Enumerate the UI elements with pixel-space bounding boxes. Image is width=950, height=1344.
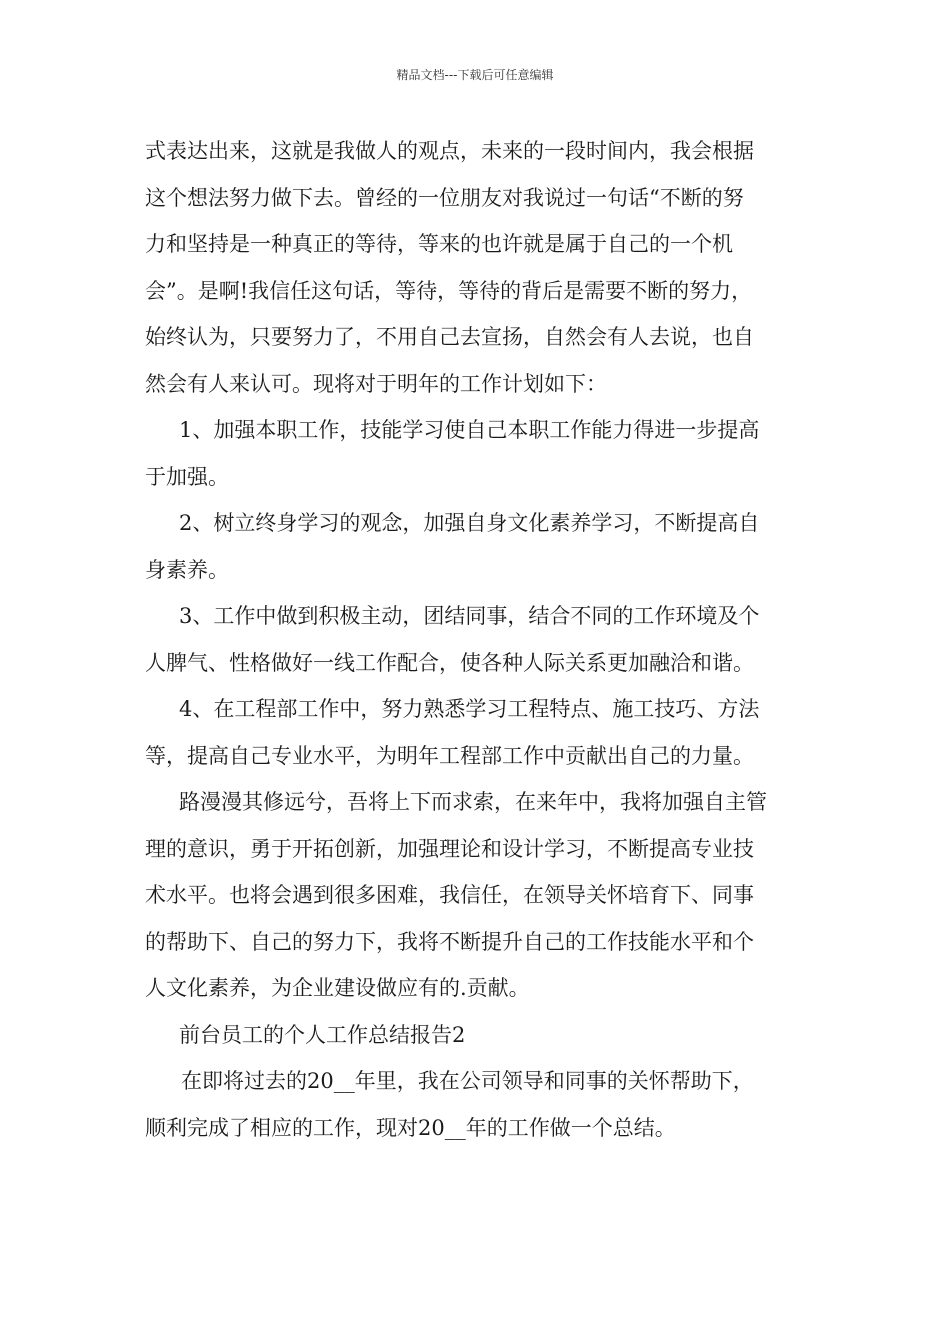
- body-line: 身素养。: [145, 557, 229, 582]
- body-line: 会”。是啊!我信任这句话，等待，等待的背后是需要不断的努力，: [145, 278, 753, 303]
- paragraph-start: 在即将过去的20__年里，我在公司领导和同事的关怀帮助下，: [181, 1069, 754, 1093]
- body-line: 等，提高自己专业水平，为明年工程部工作中贡献出自己的力量。: [145, 743, 754, 768]
- body-line: 理的意识，勇于开拓创新，加强理论和设计学习，不断提高专业技: [145, 836, 754, 861]
- body-line: 始终认为，只要努力了，不用自己去宣扬，自然会有人去说，也自: [145, 325, 754, 349]
- body-line: 顺利完成了相应的工作，现对20__年的工作做一个总结。: [145, 1115, 676, 1140]
- body-line: 式表达出来，这就是我做人的观点，未来的一段时间内，我会根据: [145, 139, 754, 163]
- list-item-1: 1、加强本职工作，技能学习使自己本职工作能力得进一步提高: [179, 418, 760, 442]
- body-line: 术水平。也将会遇到很多困难，我信任，在领导关怀培育下、同事: [145, 883, 754, 907]
- body-line: 人文化素养，为企业建设做应有的.贡献。: [145, 976, 530, 1000]
- list-item-2: 2、树立终身学习的观念，加强自身文化素养学习，不断提高自: [179, 511, 760, 535]
- section-heading: 前台员工的个人工作总结报告2: [179, 1022, 466, 1047]
- list-item-3: 3、工作中做到积极主动，团结同事，结合不同的工作环境及个: [179, 604, 760, 628]
- paragraph-start: 路漫漫其修远兮，吾将上下而求索，在来年中，我将加强自主管: [179, 790, 767, 814]
- body-line: 的帮助下、自己的努力下，我将不断提升自己的工作技能水平和个: [145, 929, 754, 954]
- body-line: 这个想法努力做下去。曾经的一位朋友对我说过一句话“不断的努: [145, 185, 744, 210]
- list-item-4: 4、在工程部工作中，努力熟悉学习工程特点、施工技巧、方法: [179, 697, 760, 721]
- body-line: 力和坚持是一种真正的等待，等来的也许就是属于自己的一个机: [145, 232, 733, 256]
- body-line: 人脾气、性格做好一线工作配合，使各种人际关系更加融洽和谐。: [145, 650, 754, 675]
- body-line: 然会有人来认可。现将对于明年的工作计划如下：: [145, 371, 607, 396]
- page-header: 精品文档---下载后可任意编辑: [396, 68, 554, 82]
- body-line: 于加强。: [145, 464, 229, 489]
- document-body: [145, 128, 809, 1151]
